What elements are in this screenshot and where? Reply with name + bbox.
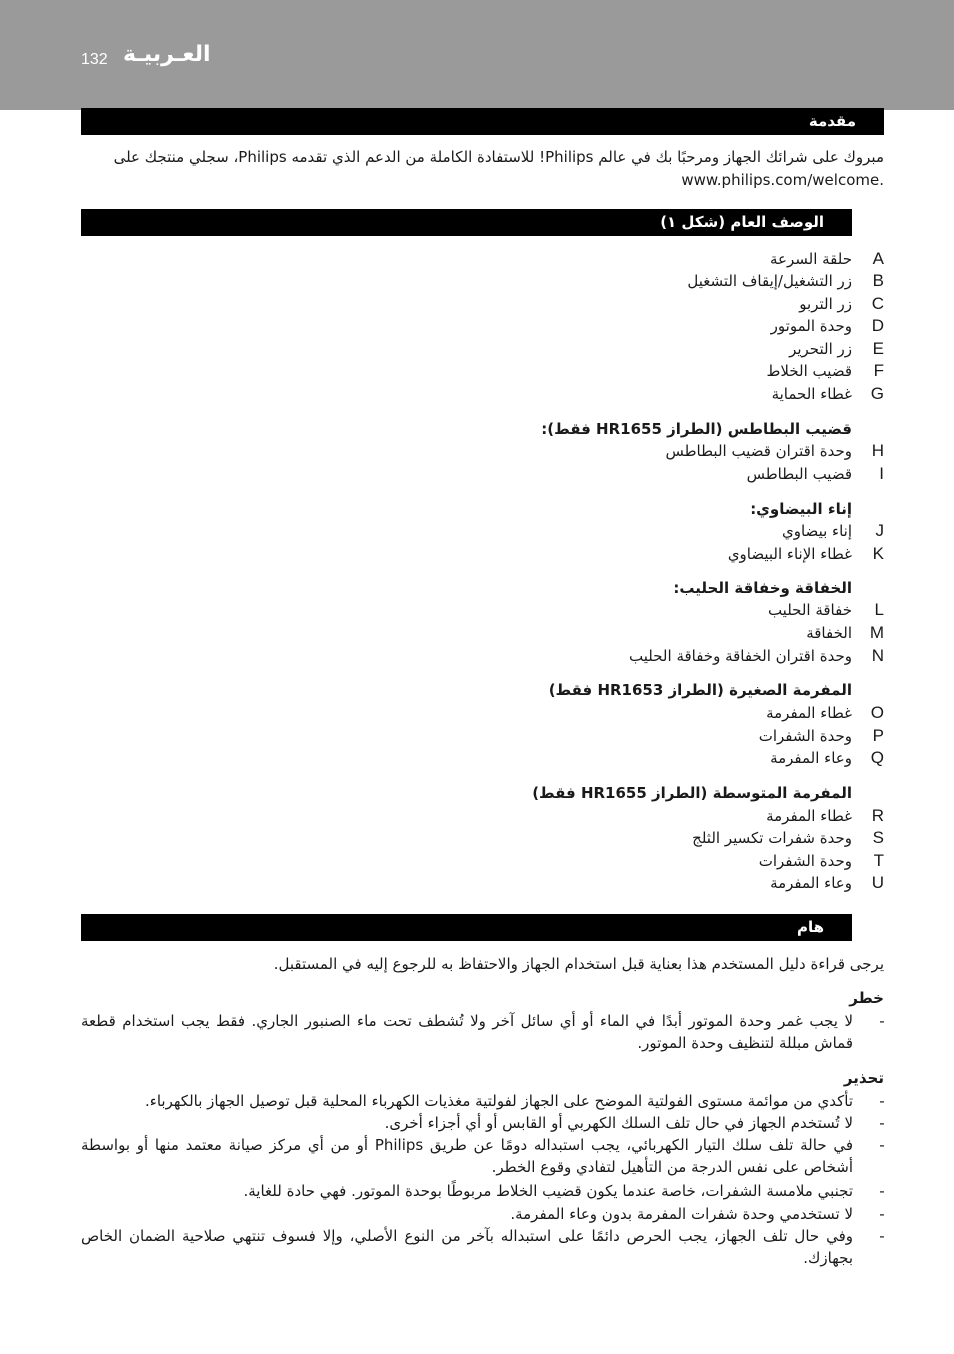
subheading-whisk: الخفاقة وخفاقة الحليب: — [673, 579, 852, 597]
list-item: L خفاقة الحليب — [767, 600, 884, 619]
list-item: A حلقة السرعة — [769, 249, 884, 268]
list-item: G غطاء الحماية — [771, 384, 884, 403]
page-header-band — [0, 0, 954, 110]
warning-heading: تحذير — [843, 1069, 884, 1087]
list-item: R غطاء المفرمة — [766, 806, 884, 825]
section-bar-general-description — [81, 209, 852, 236]
bullet-item: - لا يجب غمر وحدة الموتور أبدًا في الماء أو أي سائل آخر ولا تُشطف تحت ماء الصنبور الجاري. فقط يجب استخدام قطعة قماش مبللة لتنظيف وحدة الموتور. — [81, 1012, 885, 1052]
bullet-item: - تأكدي من موائمة مستوى الفولتية الموضح على الجهاز لفولتية مغذيات الكهرباء المحلية قبل توصيل الجهاز بالكهرباء. — [145, 1092, 885, 1110]
danger-heading: خطر — [849, 989, 884, 1007]
list-item: B زر التشغيل/إيقاف التشغيل — [687, 271, 884, 290]
page-number: 132 — [81, 51, 108, 68]
intro-paragraph — [81, 146, 884, 192]
bullet-item: - لا تستخدمي وحدة شفرات المفرمة بدون وعاء المفرمة. — [510, 1205, 885, 1223]
list-item: D وحدة الموتور — [770, 316, 884, 335]
list-item: O غطاء المفرمة — [766, 703, 884, 722]
list-item: N وحدة اقتران الخفاقة وخفاقة الحليب — [629, 646, 884, 665]
list-item: F قضيب الخلاط — [766, 361, 884, 380]
intro-line: مبروك على شرائك الجهاز ومرحبًا بك في عالم Philips! للاستفادة الكاملة من الدعم الذي تقدمه Philips، سجلي منتجك على — [113, 148, 884, 166]
important-intro: يرجى قراءة دليل المستخدم هذا بعناية قبل استخدام الجهاز والاحتفاظ به للرجوع إليه في المستقبل. — [273, 955, 884, 973]
section-bar-important — [81, 914, 852, 941]
subheading-small-chopper: المفرمة الصغيرة (الطراز HR1653 فقط) — [548, 681, 852, 699]
intro-line: .www.philips.com/welcome — [681, 171, 884, 189]
bullet-item: - في حالة تلف سلك التيار الكهربائي، يجب استبداله دومًا عن طريق Philips أو من أي مركز صيانة معتمد منها أو بواسطة أشخاص على نفس الدرجة من التأهيل لتفادي وقوع الخطر. — [81, 1136, 885, 1176]
list-item: J إناء بيضاوي — [782, 521, 884, 540]
section-title: الوصف العام (شكل ١) — [660, 213, 824, 231]
list-item: T وحدة الشفرات — [758, 851, 884, 870]
bullet-item: - وفي حال تلف الجهاز، يجب الحرص دائمًا على استبداله بآخر من النوع الأصلي، وإلا فسوف تنتهي صلاحية الضمان الخاص بجهازك. — [81, 1227, 885, 1267]
list-item: H وحدة اقتران قضيب البطاطس — [665, 441, 884, 460]
section-title: هام — [796, 918, 824, 936]
list-item: U وعاء المفرمة — [770, 873, 884, 892]
subheading-beaker: إناء البيضاوي: — [750, 500, 852, 518]
list-item: M الخفاقة — [806, 623, 884, 642]
list-item: P وحدة الشفرات — [758, 726, 884, 745]
list-item: E زر التحرير — [789, 339, 884, 358]
bullet-item: - لا تُستخدم الجهاز في حال تلف السلك الكهربي أو القابس أو أي أجزاء أخرى. — [384, 1114, 885, 1132]
list-item: C زر التربو — [799, 294, 884, 313]
section-bar-introduction — [81, 108, 884, 135]
list-item: S وحدة شفرات تكسير الثلج — [692, 828, 884, 847]
language-title: العـربيـة — [123, 42, 211, 67]
list-item: Q وعاء المفرمة — [770, 748, 884, 767]
list-item: I قضيب البطاطس — [746, 464, 884, 483]
section-title: مقدمة — [808, 112, 856, 130]
bullet-item: - تجنبي ملامسة الشفرات، خاصة عندما يكون قضيب الخلاط مربوطًا بوحدة الموتور. فهي حادة للغاية. — [243, 1182, 885, 1200]
subheading-medium-chopper: المفرمة المتوسطة (الطراز HR1655 فقط) — [532, 784, 852, 802]
subheading-potato-masher: قضيب البطاطس (الطراز HR1655 فقط): — [541, 420, 852, 438]
list-item: K غطاء الإناء البيضاوي — [727, 544, 884, 563]
